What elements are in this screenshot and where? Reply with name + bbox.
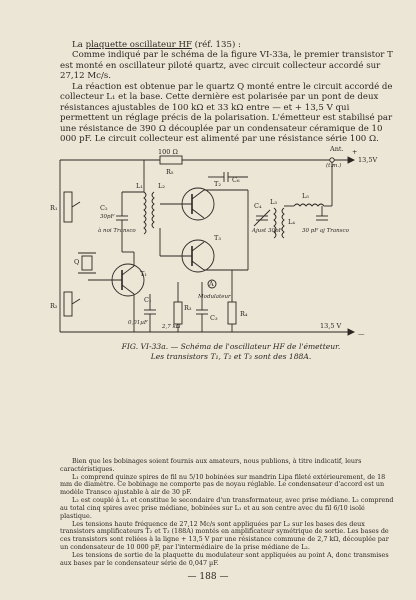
t2-label: T₂ [214, 180, 221, 188]
vcc-bottom-label: 13,5 V [320, 322, 342, 330]
r5-label: R₅ [166, 168, 174, 176]
r1-wiper [72, 202, 80, 207]
r3-label: R₃ [184, 304, 192, 312]
r3-resistor [174, 302, 182, 324]
r4-label: R₄ [240, 310, 248, 318]
l5-label: L₅ [302, 192, 309, 200]
r1-label: R₁ [50, 204, 58, 212]
oscillator-schematic [48, 145, 388, 342]
c1-label: C₁ [144, 296, 152, 304]
l4-label: L₄ [288, 218, 295, 226]
l1-coil [144, 192, 146, 234]
vcc-top-plus: + [352, 148, 358, 156]
vcc-top-label: 13,5V [358, 156, 378, 164]
quartz-crystal [82, 256, 92, 270]
paragraph: Comme indiqué par le schéma de la figure VI-33a, le premier transistor T est monté en oscillateur piloté quartz, avec circuit collecteur accordé sur 27,12 Mc/s. [60, 50, 393, 82]
paragraph: L₁ comprend quinze spires de fil nu 5/10 bobinées sur mandrin Lipa fileté extérieurement, de 18 mm de diamètre. Ce bobinage ne comporte pas de noyau réglable. Le condensateur d'accord est un modèle Transco ajustable à air de 30 pF. [60, 472, 386, 497]
c2-note-label: à noi Transco [98, 228, 136, 234]
c4-value-label: Ajust 30pF [252, 228, 283, 234]
minus-label: — [358, 330, 365, 338]
c4-label: C₄ [254, 202, 262, 210]
antenna-terminal [330, 158, 334, 162]
c3-label: C₃ [210, 314, 218, 322]
section-title: plaquette oscillateur HF [85, 40, 192, 50]
r5-value-label: 100 Ω [158, 148, 178, 156]
l1-label: L₁ [136, 182, 143, 190]
r3-value-label: 2,7 kΩ [162, 324, 181, 330]
l2-label: L₂ [158, 182, 165, 190]
bottom-text-block [60, 458, 394, 567]
paragraph: L₂ est couplé à L₁ et constitue le secondaire d'un transformateur, avec prise médiane. L₂ comprend au total cinq spires avec prise médiane, bobinées sur L₁ et au son centre avec du fil 6/10 isolé plastique. [60, 496, 394, 520]
l3-label: L₃ [270, 198, 277, 206]
r2-label: R₂ [50, 302, 58, 310]
figure-caption: FIG. VI-33a. — Schéma de l'oscillateur HF de l'émetteur. Les transistors T₁, T₂ et T₃ sont des 188A. [121, 342, 341, 361]
t3-label: T₃ [214, 234, 221, 242]
l5-coil [294, 204, 324, 206]
t1-label: T₁ [140, 270, 147, 278]
section-heading: La plaquette oscillateur HF (réf. 135) : [72, 40, 241, 50]
c5-value-label: 30 pF aj Transco [302, 228, 349, 234]
node-a-label: A [209, 280, 214, 288]
l2-coil [152, 192, 154, 228]
r5-resistor [160, 156, 182, 164]
r4-resistor [228, 302, 236, 324]
page-number: — 188 — [187, 572, 229, 582]
paragraph: Les tensions haute fréquence de 27,12 Mc/s sont appliquées par L₂ sur les bases des deux transistors amplificateurs T₂ et T₃ (188A) montés en amplificateur symétrique de sortie. Les bases de ces transistors sont reliées à la ligne + 13,5 V par une résistance commune de 2,7 kΩ, découplée par un condensateur de 10 000 pF, par l'intermédiaire de la prise médiane de L₂. [60, 519, 389, 551]
paragraph: La réaction est obtenue par le quartz Q monté entre le circuit accordé de collecteur L₁ et la base. Cette dernière est polarisée par un pont de deux résistances ajustables de 100 kΩ et 33 kΩ entre — et + 13,5 V qui permettent un réglage précis de la polarisation. L'émetteur est stabilisé par une résistance de 390 Ω découplée par un condensateur céramique de 10 000 pF. Le circuit collecteur est alimenté par une résistance série 100 Ω. [60, 81, 393, 145]
vcc-top-arrow [348, 157, 354, 163]
paragraph: Les tensions de sortie de la plaquette du modulateur sont appliquées au point A, donc transmises aux bases par le condensateur série de 0,047 µF. [60, 550, 389, 567]
vcc-bottom-arrow [348, 329, 354, 335]
paragraph: Bien que les bobinages soient fournis aux amateurs, nous publions, à titre indicatif, leurs caractéristiques. [60, 457, 362, 473]
modulateur-label: Modulateur [198, 294, 231, 300]
r1-resistor [64, 192, 72, 222]
c2-label: C₂ [100, 204, 108, 212]
r2-resistor [64, 292, 72, 316]
antenna-sublabel: (t.m.) [326, 163, 342, 169]
c6-label: C₆ [232, 176, 240, 184]
quartz-label: Q [74, 258, 80, 266]
c1-value-label: 0,01µF [128, 320, 148, 326]
top-text-block [60, 40, 394, 145]
c2-value-label: 30pF [100, 214, 115, 220]
antenna-label: Ant. [330, 145, 344, 153]
